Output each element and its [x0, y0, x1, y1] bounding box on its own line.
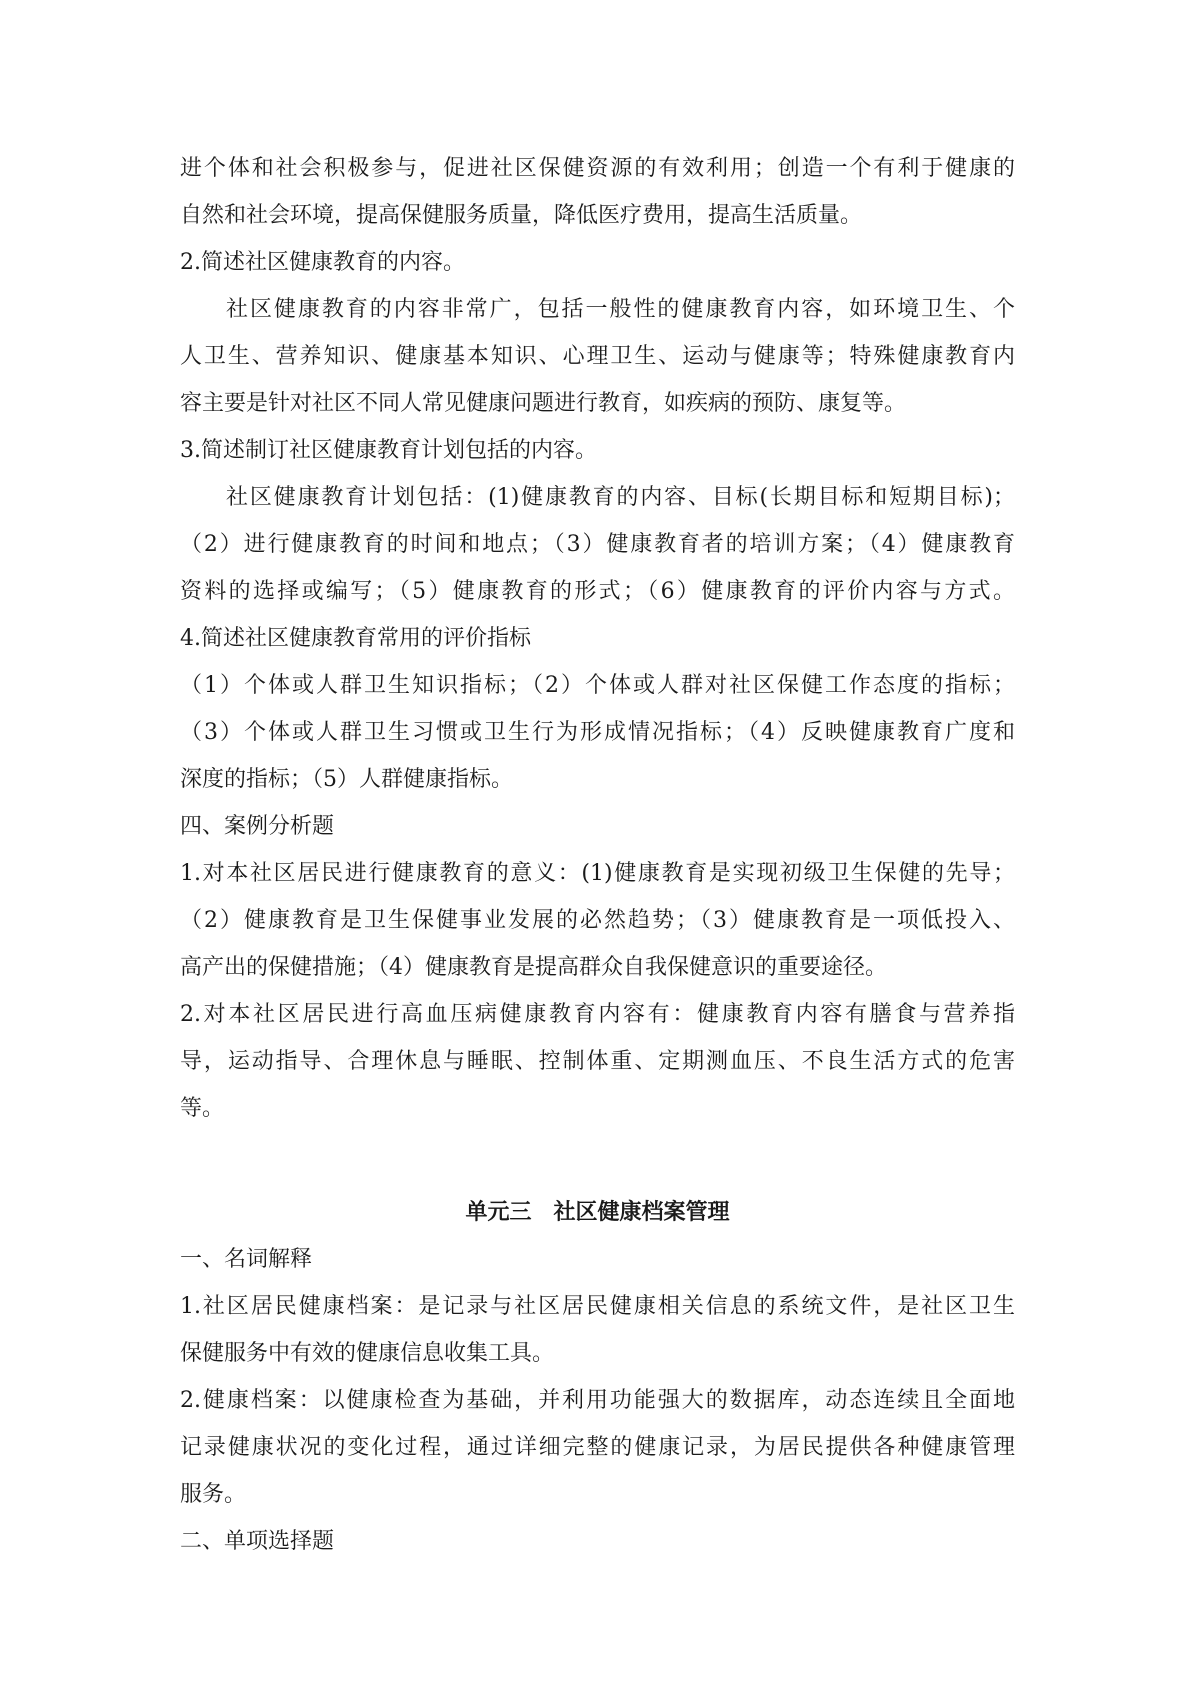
text-line: （2）健康教育是卫生保健事业发展的必然趋势；（3）健康教育是一项低投入、: [180, 908, 1015, 933]
text-line: 高产出的保健措施；（4）健康教育是提高群众自我保健意识的重要途径。: [180, 955, 887, 980]
text-line: 容主要是针对社区不同人常见健康问题进行教育，如疾病的预防、康复等。: [180, 391, 907, 416]
text-line: 服务。: [180, 1482, 247, 1507]
text-line: 人卫生、营养知识、健康基本知识、心理卫生、运动与健康等；特殊健康教育内: [180, 344, 1015, 369]
text-line: 自然和社会环境，提高保健服务质量，降低医疗费用，提高生活质量。: [180, 203, 863, 228]
spacer: [180, 1132, 1015, 1179]
question-heading: 4.简述社区健康教育常用的评价指标: [180, 626, 531, 651]
document-page: [180, 145, 1015, 1565]
text-line: 2.对本社区居民进行高血压病健康教育内容有：健康教育内容有膳食与营养指: [180, 1002, 1015, 1027]
text-line: 保健服务中有效的健康信息收集工具。: [180, 1341, 555, 1366]
text-line: 资料的选择或编写；（5）健康教育的形式；（6）健康教育的评价内容与方式。: [180, 579, 1015, 604]
text-line: 1.社区居民健康档案：是记录与社区居民健康相关信息的系统文件，是社区卫生: [180, 1294, 1015, 1319]
text-line: 2.健康档案：以健康检查为基础，并利用功能强大的数据库，动态连续且全面地: [180, 1388, 1015, 1413]
section-heading: 一、名词解释: [180, 1247, 313, 1272]
text-line: （3）个体或人群卫生习惯或卫生行为形成情况指标；（4）反映健康教育广度和: [180, 720, 1015, 745]
question-heading: 3.简述制订社区健康教育计划包括的内容。: [180, 438, 597, 463]
section-heading: 二、单项选择题: [180, 1529, 335, 1554]
text-line: （2）进行健康教育的时间和地点；（3）健康教育者的培训方案；（4）健康教育: [180, 532, 1015, 557]
text-line: 等。: [180, 1096, 225, 1121]
text-line: 社区健康教育的内容非常广，包括一般性的健康教育内容，如环境卫生、个: [226, 297, 1015, 322]
text-line: 进个体和社会积极参与，促进社区保健资源的有效利用；创造一个有利于健康的: [180, 156, 1015, 181]
text-line: （1）个体或人群卫生知识指标；（2）个体或人群对社区保健工作态度的指标；: [180, 673, 1015, 698]
section-heading: 四、案例分析题: [180, 814, 335, 839]
text-line: 导，运动指导、合理休息与睡眠、控制体重、定期测血压、不良生活方式的危害: [180, 1049, 1015, 1074]
question-heading: 2.简述社区健康教育的内容。: [180, 250, 465, 275]
text-line: 记录健康状况的变化过程，通过详细完整的健康记录，为居民提供各种健康管理: [180, 1435, 1015, 1460]
text-line: 1.对本社区居民进行健康教育的意义：(1)健康教育是实现初级卫生保健的先导；: [180, 861, 1015, 886]
text-line: 深度的指标；（5）人群健康指标。: [180, 767, 513, 792]
text-line: 社区健康教育计划包括：(1)健康教育的内容、目标(长期目标和短期目标)；: [226, 485, 1015, 510]
unit-heading: 单元三 社区健康档案管理: [465, 1200, 730, 1225]
